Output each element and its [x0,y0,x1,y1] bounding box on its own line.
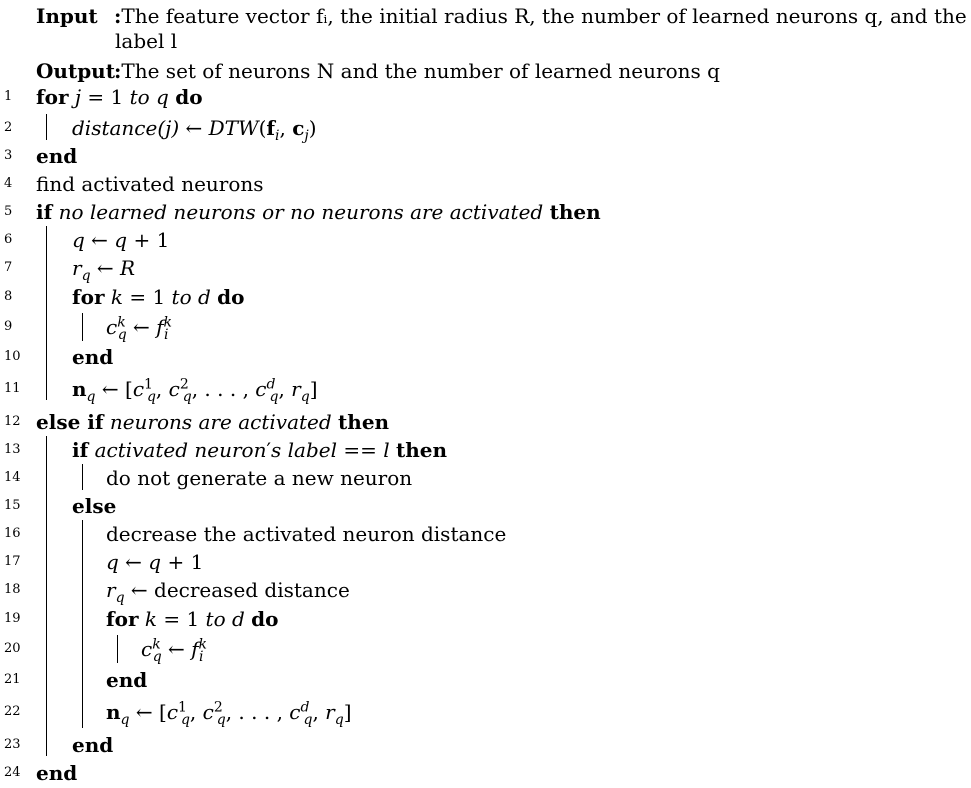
block-bar-else-if [46,436,47,756]
line-number: 8 [4,289,13,304]
output-row [36,57,720,85]
line-number: 16 [4,526,21,541]
input-label: Input [36,4,98,28]
line-number: 15 [4,498,21,513]
line-code: end [36,144,78,168]
line-code: end [36,761,78,785]
line-code: else [72,494,117,518]
block-bar-if-label [82,464,83,490]
block-bar-for-j [46,114,47,140]
line-number: 10 [4,349,21,364]
input-row [36,2,967,30]
line-code: else if neurons are activated then [36,410,390,434]
input-colon: : [114,4,122,28]
line-code: $n_q$ ← [$c^1_q$, $c^2_q$, . . . , $c^d_q$, $r_q$] [72,376,318,405]
input-text-2: label l [115,29,178,53]
block-bar-else [82,520,83,728]
line-code: for j = 1 to q do [36,85,203,109]
line-number: 21 [4,672,21,687]
input-row-2 [115,27,177,55]
line-code: end [72,733,114,757]
line-number: 4 [4,176,13,191]
line-code: if no learned neurons or no neurons are activated then [36,200,601,224]
line-number: 3 [4,148,13,163]
line-number: 12 [4,414,21,429]
line-code: do not generate a new neuron [106,466,413,490]
output-text: The set of neurons N and the number of learned neurons q [121,59,720,83]
line-number: 14 [4,470,21,485]
line-code: distance(j) ← $DTW(f_i$, $c_j$) [72,116,317,144]
line-number: 5 [4,204,13,219]
input-text: The feature vector fᵢ, the initial radius R, the number of learned neurons q, and the [121,4,967,28]
line-number: 22 [4,704,21,719]
line-number: 19 [4,611,21,626]
output-colon: : [114,59,122,83]
line-number: 7 [4,260,13,275]
line-number: 9 [4,319,13,334]
line-number: 23 [4,737,21,752]
line-code: $c^k_q$ ← $f^k_i$ [141,636,208,665]
line-number: 24 [4,765,21,780]
line-code: find activated neurons [36,172,264,196]
line-code: $r_q$ ← decreased distance [106,578,350,606]
line-number: 6 [4,232,13,247]
block-bar-for-k-2 [117,635,118,663]
line-code: end [106,668,148,692]
line-code: $r_q$ ← R [72,256,136,284]
line-code: $n_q$ ← [$c^1_q$, $c^2_q$, . . . , $c^d_q$, $r_q$] [106,699,352,728]
line-code: $c^k_q$ ← $f^k_i$ [106,314,173,343]
line-number: 11 [4,381,21,396]
line-code: end [72,345,114,369]
block-bar-for-k [82,313,83,341]
output-label: Output [36,59,115,83]
line-number: 18 [4,582,21,597]
line-code: decrease the activated neuron distance [106,522,507,546]
line-code: q ← q + 1 [106,550,204,574]
line-number: 20 [4,641,21,656]
line-number: 13 [4,442,21,457]
line-number: 1 [4,89,13,104]
line-code: for k = 1 to d do [72,285,245,309]
line-code: if activated neuron′s label == l then [72,438,448,462]
line-number: 2 [4,120,13,135]
block-bar-if [46,226,47,400]
line-number: 17 [4,554,21,569]
line-code: for k = 1 to d do [106,607,279,631]
line-code: q ← q + 1 [72,228,170,252]
